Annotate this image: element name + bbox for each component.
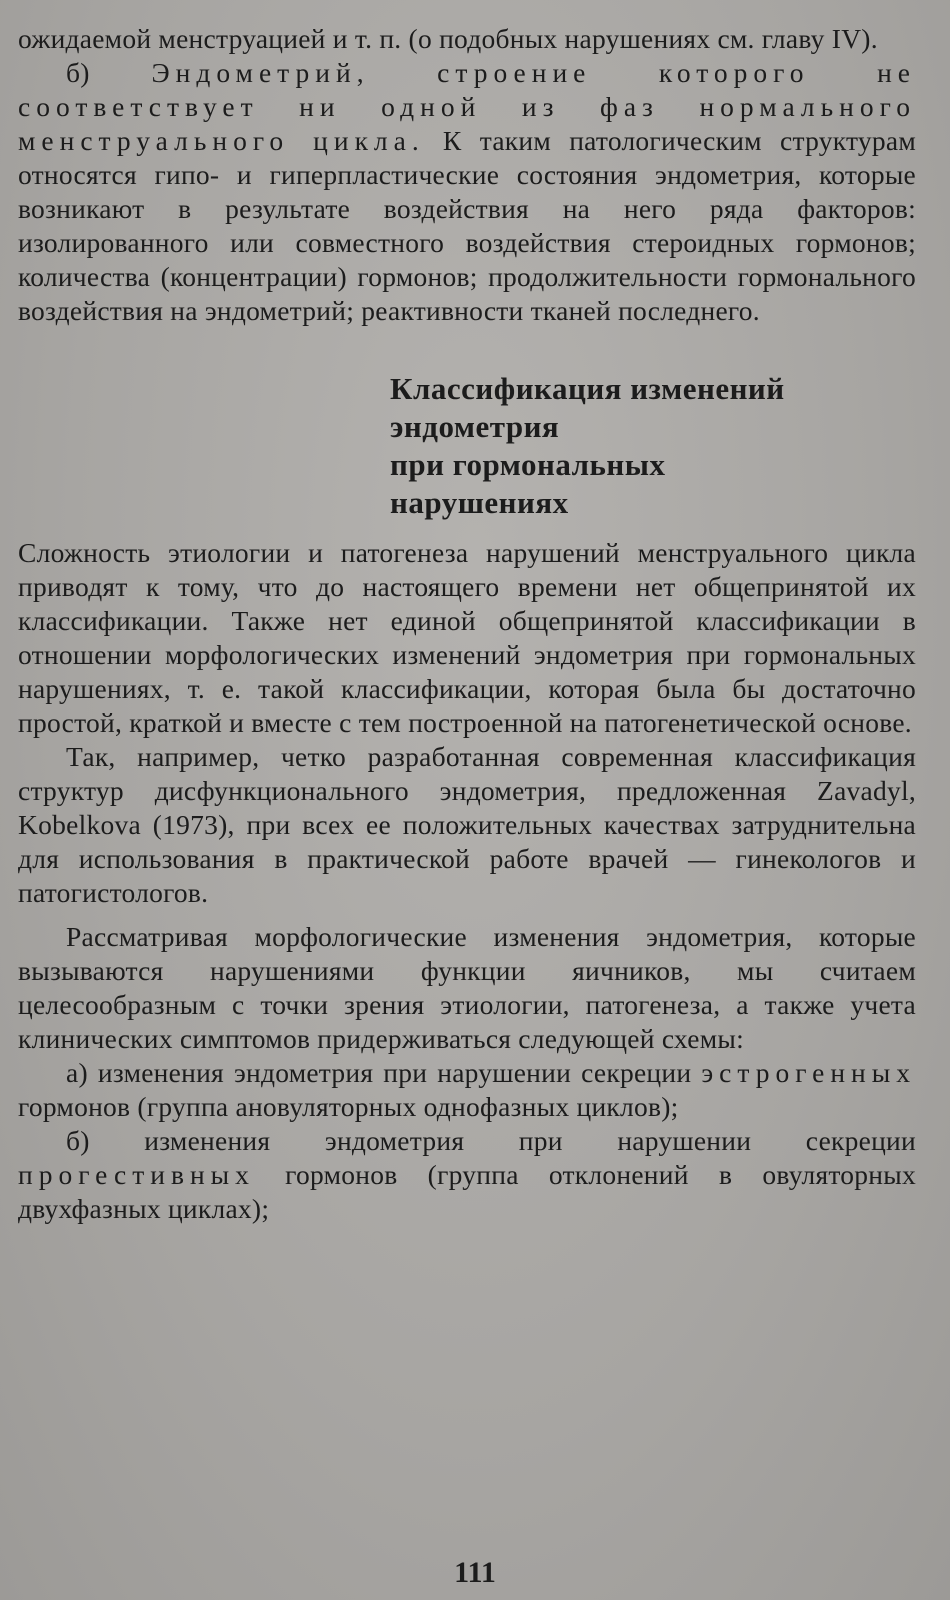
list-item-a-spaced: эстрогенных — [701, 1057, 916, 1088]
list-item-b-lead: б) изменения эндометрия при нарушении секреции — [66, 1125, 916, 1156]
intro-tail-paragraph: ожидаемой менструацией и т. п. (о подобных нарушениях см. главу IV). — [18, 23, 878, 54]
paragraph-b-rest: К таким патологическим структурам относятся гипо- и гиперпластические состояния эндометрия, которые возникают в результате воздействия на него ряда факторов: изолированного или совместного воздействия стероидных гормонов; количества (концентрации) гормонов; продолжительности гормонального воздействия на эндометрий; реактивности тканей последнего. — [18, 125, 916, 326]
list-item-b-rest: гормонов (группа отклонений в овуляторных двухфазных циклах); — [18, 1159, 916, 1224]
heading-line-2: эндометрия — [390, 409, 560, 444]
list-item-a-rest: гормонов (группа ановуляторных однофазных циклов); — [18, 1091, 679, 1122]
list-item-a-lead: а) изменения эндометрия при нарушении секреции — [66, 1057, 702, 1088]
list-item-b-spaced: прогестивных — [18, 1159, 255, 1190]
section-heading — [390, 370, 916, 522]
complexity-paragraph: Сложность этиологии и патогенеза нарушений менструального цикла приводят к тому, что до настоящего времени нет общепринятой их классификации. Также нет единой общепринятой классификации в отношении морфологических изменений эндометрия при гормональных нарушениях, т. е. такой классификации, которая была бы достаточно простой, краткой и вместе с тем построенной на патогенетической основе. — [18, 537, 916, 738]
page-number: 111 — [454, 1556, 496, 1589]
heading-line-4: нарушениях — [390, 485, 569, 520]
paragraph-b-lead: б) — [66, 57, 152, 88]
heading-line-3: при гормональных — [390, 447, 666, 482]
list-item-a — [18, 1056, 916, 1124]
heading-line-1: Классификация изменений — [390, 371, 785, 406]
example-paragraph: Так, например, четко разработанная современная классификация структур дисфункционального эндометрия, предложенная Zavadyl, Kobelkova (1973), при всех ее положительных качествах затруднительна для использования в практической работе врачей — гинекологов и патогистологов. — [18, 741, 916, 908]
considering-paragraph: Рассматривая морфологические изменения эндометрия, которые вызываются нарушениями функции яичников, мы считаем целесообразным с точки зрения этиологии, патогенеза, а также учета клинических симптомов придерживаться следующей схемы: — [18, 921, 916, 1054]
paragraph-b — [18, 56, 916, 328]
list-item-b — [18, 1124, 916, 1226]
paragraph-b-spaced-text: Эндометрий, строение которого не соответствует ни одной из фаз нормального менструального цикла. — [18, 57, 917, 156]
